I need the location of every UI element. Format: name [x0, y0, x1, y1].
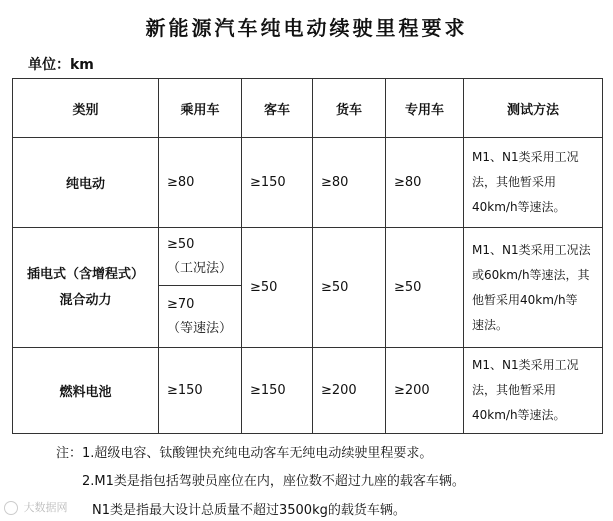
note-line: 注：1.超级电容、钛酸锂快充纯电动客车无纯电动续驶里程要求。	[56, 446, 433, 461]
unit-label: 单位：km	[28, 57, 94, 73]
watermark	[4, 499, 68, 515]
test-method-cell	[464, 228, 603, 348]
test-method-cell	[464, 138, 603, 228]
watermark-logo-icon	[4, 501, 18, 515]
method-line: M1、N1类采用工况	[472, 358, 579, 372]
truck-value: ≥50	[313, 228, 386, 348]
passenger-value-constant	[159, 286, 242, 348]
category-line: 混合动力	[59, 292, 112, 308]
category-cell	[13, 228, 159, 348]
special-value: ≥80	[386, 138, 464, 228]
requirements-table	[12, 78, 603, 434]
bus-value: ≥50	[242, 228, 313, 348]
method-line: 40km/h等速法。	[472, 200, 566, 214]
method-line: 速法。	[472, 317, 509, 332]
passenger-value: ≥150	[159, 348, 242, 434]
special-value: ≥50	[386, 228, 464, 348]
bus-value: ≥150	[242, 138, 313, 228]
special-value: ≥200	[386, 348, 464, 434]
watermark-text: 大数据网	[23, 501, 68, 514]
passenger-value: ≥80	[159, 138, 242, 228]
method-line: 法，其他暂采用	[472, 175, 557, 189]
test-method-cell	[464, 348, 603, 434]
table-row	[13, 138, 603, 228]
category-cell: 纯电动	[13, 138, 159, 228]
truck-value: ≥200	[313, 348, 386, 434]
bus-value: ≥150	[242, 348, 313, 434]
value-line: （等速法）	[167, 320, 233, 336]
method-line: 或60km/h等速法，其	[472, 267, 590, 282]
value-line: （工况法）	[167, 260, 233, 276]
header-category: 类别	[13, 79, 159, 138]
passenger-value-cycle	[159, 228, 242, 286]
header-truck: 货车	[313, 79, 386, 138]
table-row	[13, 228, 603, 286]
method-line: M1、N1类采用工况法	[472, 242, 591, 257]
header-passenger: 乘用车	[159, 79, 242, 138]
truck-value: ≥80	[313, 138, 386, 228]
category-line: 插电式（含增程式）	[26, 266, 144, 282]
value-line: ≥70	[167, 296, 195, 312]
value-line: ≥50	[167, 236, 195, 252]
method-line: 他暂采用40km/h等	[472, 292, 578, 307]
method-line: M1、N1类采用工况	[472, 150, 579, 164]
page-title: 新能源汽车纯电动续驶里程要求	[145, 16, 468, 40]
note-line: 2.M1类是指包括驾驶员座位在内，座位数不超过九座的载客车辆。	[82, 474, 465, 489]
category-cell: 燃料电池	[13, 348, 159, 434]
table-header-row	[13, 79, 603, 138]
method-line: 法，其他暂采用	[472, 383, 557, 397]
header-test-method: 测试方法	[464, 79, 603, 138]
table-row	[13, 348, 603, 434]
header-bus: 客车	[242, 79, 313, 138]
note-line: N1类是指最大设计总质量不超过3500kg的载货车辆。	[92, 503, 406, 518]
header-special: 专用车	[386, 79, 464, 138]
method-line: 40km/h等速法。	[472, 408, 566, 422]
